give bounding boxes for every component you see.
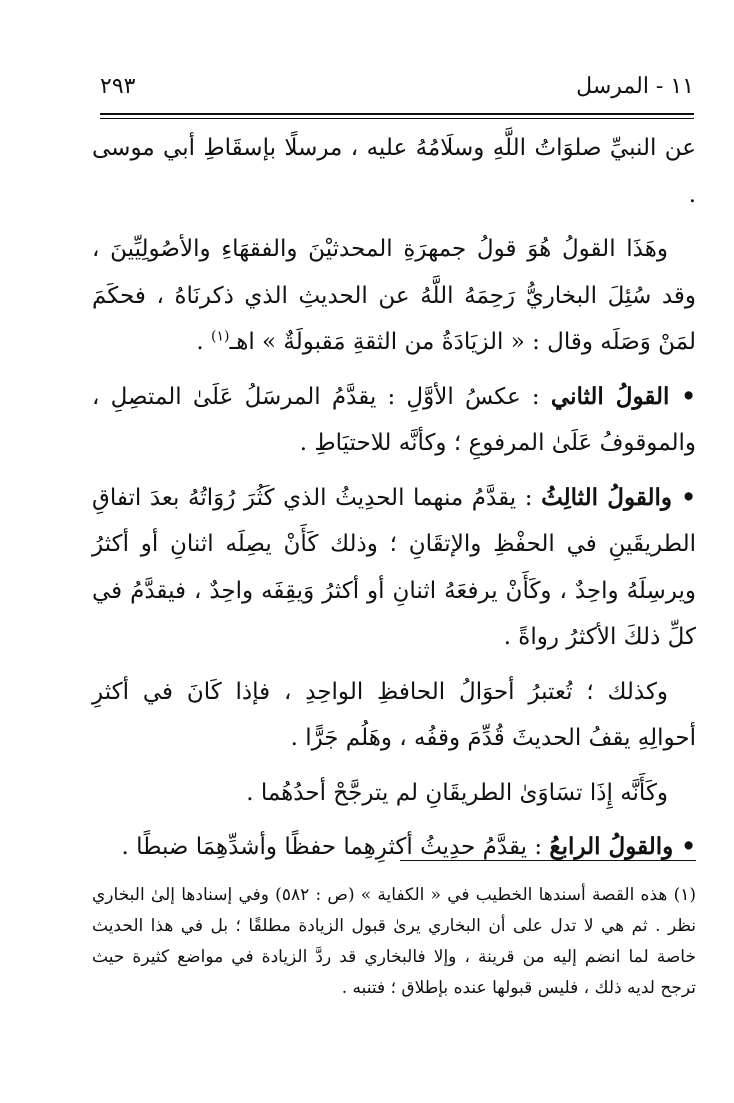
third-opinion-heading: والقولُ الثالِثُ (541, 483, 673, 511)
bullet-icon: • (672, 483, 696, 511)
running-header (100, 70, 694, 110)
bullet-icon: • (669, 382, 696, 410)
footnote-1: (١) هذه القصة أسندها الخطيب في « الكفاية » (ص : ٥٨٢) وفي إسنادها إلىٰ البخاري نظر . ثم هي لا تدل على أن البخاري يرىٰ قبول الزيادة مطلقًا ؛ بل في هذا الحديث خاصة لما انضم إليه من قرينة ، وإلا فالبخاري قد ردَّ الزيادة في مواضع كثيرة حيث ترجح لديه ذلك ، فليس قبولها عنده بإطلاق ؛ فتنبه . (92, 885, 696, 998)
second-opinion-text: : عكسُ الأوَّلِ : يقدَّمُ المرسَلُ عَلَىٰ المتصِلِ ، والموقوفُ عَلَىٰ المرفوعِ ؛ وكأنَّه للاحتيَاطِ . (92, 383, 696, 456)
footnotes (92, 880, 696, 1004)
paragraph-5: وكذلك ؛ تُعتبرُ أحوَالُ الحافظِ الواحِدِ ، فإذا كَانَ في أكثرِ أحوالِهِ يقفُ الحديثَ قُدِّمَ وقفُه ، وهَلُم جَرًّا . (92, 678, 696, 751)
bullet-icon: • (673, 833, 696, 860)
third-opinion-text: : يقدَّمُ منهما الحدِيثُ الذي كَثُرَ رُوَاتُهُ بعدَ اتفاقِ الطريقَينِ في الحفْظِ والإتقَانِ ؛ وذلك كَأَنْ يصِلَه اثنانِ أو أكثرُ ويرسِلَهُ واحِدٌ ، وكَأَنْ يرفعَهُ اثنانِ أو أكثرُ وَيقِفَه واحِدٌ ، فيقدَّمُ في كلِّ ذلكَ الأكثرُ رواةً . (92, 484, 696, 650)
paragraph-2 (92, 226, 696, 366)
fourth-opinion-heading: والقولُ الرابعُ (549, 833, 674, 860)
paragraph-2-end: . (196, 329, 212, 355)
paragraph-second-opinion (92, 374, 696, 467)
paragraph-fourth-opinion (92, 824, 696, 871)
paragraph-third-opinion (92, 475, 696, 661)
footnote-ref-1[interactable]: (١) (211, 328, 230, 345)
footnote-rule (400, 860, 696, 861)
second-opinion-heading: القولُ الثاني (550, 382, 670, 410)
paragraph-1: عن النبيِّ صلوَاتُ اللَّهِ وسلَامُهُ عليه ، مرسلًا بإسقَاطِ أبي موسى . (92, 135, 696, 208)
fourth-opinion-text: : يقدَّمُ حدِيثُ أكثرِهِما حفظًا وأشدِّهِمَا ضبطًا . (121, 834, 550, 860)
chapter-title: ١١ - المرسل (576, 74, 694, 99)
page-number: ٢٩٣ (100, 74, 136, 99)
header-rule (100, 113, 694, 119)
paragraph-6: وكَأَنَّه إِذَا تسَاوَىٰ الطريقَانِ لم يترجَّحْ أحدُهُما . (246, 779, 668, 806)
main-text (92, 125, 696, 879)
paragraph-2-text: وهَذَا القولُ هُوَ قولُ جمهرَةِ المحدثيْنَ والفقهَاءِ والأصُولِيِّينَ ، وقد سُئِلَ البخاريُّ رَحِمَهُ اللَّهُ عن الحديثِ الذي ذكرنَاهُ ، فحكَمَ لمَنْ وَصَلَه وقال : « الزيَادَةُ من الثقةِ مَقبولَةٌ » اهـ (92, 236, 696, 355)
